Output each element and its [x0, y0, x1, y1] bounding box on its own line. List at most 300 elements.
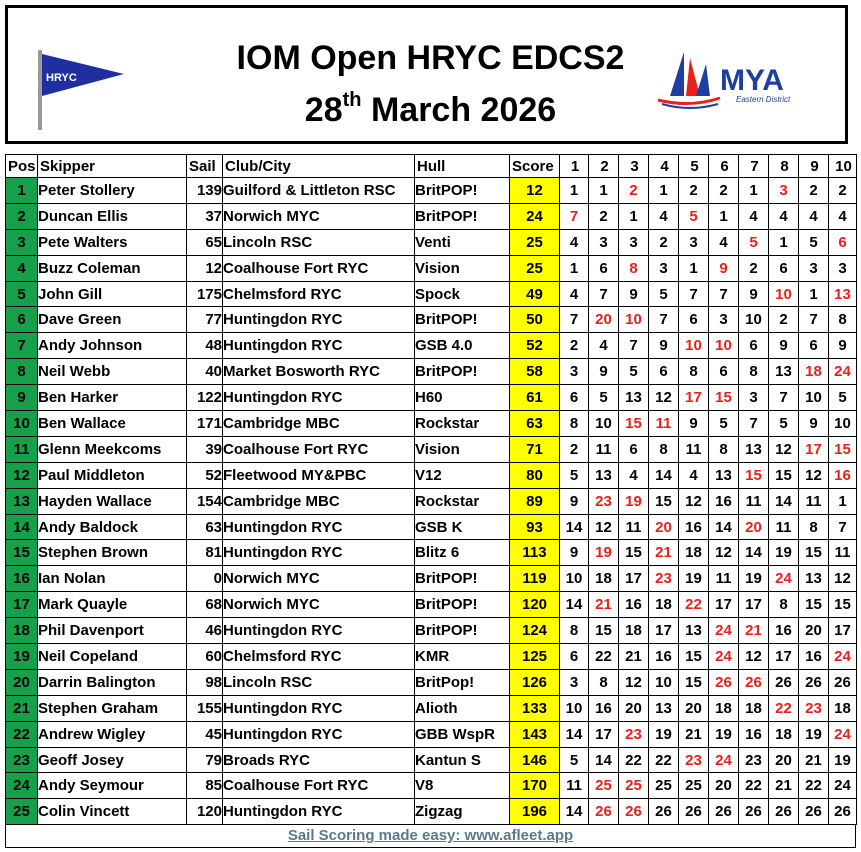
race-result-cell: 18	[709, 695, 739, 721]
race-result-cell: 10	[560, 566, 589, 592]
race-result-cell: 8	[619, 255, 649, 281]
race-result-cell: 10	[799, 385, 829, 411]
score-cell: 58	[510, 359, 560, 385]
race-result-cell: 21	[619, 644, 649, 670]
club-cell: Huntingdon RYC	[223, 721, 415, 747]
race-result-cell: 2	[560, 436, 589, 462]
race-result-cell: 8	[829, 307, 857, 333]
hull-cell: GBB WspR	[415, 721, 510, 747]
hull-cell: KMR	[415, 644, 510, 670]
race-result-cell: 4	[560, 229, 589, 255]
club-cell: Coalhouse Fort RYC	[223, 436, 415, 462]
race-result-cell: 14	[769, 488, 799, 514]
hull-cell: BritPOP!	[415, 203, 510, 229]
score-cell: 125	[510, 644, 560, 670]
pos-cell: 5	[6, 281, 38, 307]
skipper-cell: Hayden Wallace	[38, 488, 187, 514]
score-cell: 24	[510, 203, 560, 229]
hull-cell: BritPOP!	[415, 359, 510, 385]
race-result-cell: 16	[769, 618, 799, 644]
footer	[5, 824, 856, 848]
table-row	[6, 644, 857, 670]
race-result-cell: 9	[679, 411, 709, 437]
svg-text:MYA: MYA	[720, 64, 784, 97]
club-cell: Coalhouse Fort RYC	[223, 255, 415, 281]
table-header-row	[6, 155, 857, 178]
race-result-cell: 2	[619, 178, 649, 204]
race-result-cell: 1	[679, 255, 709, 281]
table-row	[6, 488, 857, 514]
score-cell: 52	[510, 333, 560, 359]
race-result-cell: 22	[649, 747, 679, 773]
race-result-cell: 2	[769, 307, 799, 333]
hull-cell: Venti	[415, 229, 510, 255]
hull-cell: Rockstar	[415, 488, 510, 514]
race-result-cell: 18	[799, 359, 829, 385]
race-result-cell: 6	[769, 255, 799, 281]
table-row	[6, 514, 857, 540]
skipper-cell: Pete Walters	[38, 229, 187, 255]
skipper-cell: Phil Davenport	[38, 618, 187, 644]
club-cell: Norwich MYC	[223, 592, 415, 618]
race-result-cell: 2	[709, 178, 739, 204]
skipper-cell: Stephen Brown	[38, 540, 187, 566]
score-cell: 49	[510, 281, 560, 307]
race-result-cell: 24	[769, 566, 799, 592]
club-cell: Huntingdon RYC	[223, 307, 415, 333]
hull-cell: V8	[415, 773, 510, 799]
race-result-cell: 11	[799, 488, 829, 514]
race-result-cell: 23	[649, 566, 679, 592]
sail-cell: 85	[187, 773, 223, 799]
race-result-cell: 16	[649, 644, 679, 670]
pos-cell: 7	[6, 333, 38, 359]
club-cell: Norwich MYC	[223, 566, 415, 592]
race-result-cell: 19	[649, 721, 679, 747]
sail-cell: 98	[187, 669, 223, 695]
hull-cell: BritPOP!	[415, 178, 510, 204]
race-result-cell: 17	[829, 618, 857, 644]
race-result-cell: 3	[739, 385, 769, 411]
race-result-cell: 20	[739, 514, 769, 540]
race-result-cell: 26	[619, 799, 649, 825]
race-result-cell: 20	[589, 307, 619, 333]
col-race-8: 8	[769, 155, 799, 178]
race-result-cell: 3	[649, 255, 679, 281]
race-result-cell: 2	[829, 178, 857, 204]
race-result-cell: 13	[679, 618, 709, 644]
race-result-cell: 19	[589, 540, 619, 566]
race-result-cell: 18	[679, 540, 709, 566]
race-result-cell: 12	[739, 644, 769, 670]
race-result-cell: 14	[709, 514, 739, 540]
race-result-cell: 11	[679, 436, 709, 462]
race-result-cell: 26	[739, 669, 769, 695]
col-skipper: Skipper	[38, 155, 187, 178]
race-result-cell: 20	[709, 773, 739, 799]
score-cell: 133	[510, 695, 560, 721]
race-result-cell: 11	[739, 488, 769, 514]
race-result-cell: 26	[799, 799, 829, 825]
race-result-cell: 22	[769, 695, 799, 721]
pos-cell: 9	[6, 385, 38, 411]
sail-cell: 171	[187, 411, 223, 437]
pos-cell: 14	[6, 514, 38, 540]
race-result-cell: 19	[769, 540, 799, 566]
pos-cell: 21	[6, 695, 38, 721]
race-result-cell: 12	[679, 488, 709, 514]
race-result-cell: 7	[679, 281, 709, 307]
race-result-cell: 15	[799, 592, 829, 618]
race-result-cell: 4	[589, 333, 619, 359]
race-result-cell: 3	[560, 669, 589, 695]
hull-cell: Vision	[415, 255, 510, 281]
table-row	[6, 307, 857, 333]
race-result-cell: 13	[649, 695, 679, 721]
race-result-cell: 20	[769, 747, 799, 773]
race-result-cell: 1	[560, 255, 589, 281]
race-result-cell: 5	[679, 203, 709, 229]
col-club: Club/City	[223, 155, 415, 178]
score-cell: 124	[510, 618, 560, 644]
pos-cell: 18	[6, 618, 38, 644]
race-result-cell: 4	[619, 462, 649, 488]
table-row	[6, 359, 857, 385]
race-result-cell: 18	[739, 695, 769, 721]
race-result-cell: 1	[829, 488, 857, 514]
race-result-cell: 7	[799, 307, 829, 333]
race-result-cell: 5	[649, 281, 679, 307]
race-result-cell: 3	[589, 229, 619, 255]
race-result-cell: 6	[649, 359, 679, 385]
hull-cell: BritPOP!	[415, 566, 510, 592]
race-result-cell: 12	[619, 669, 649, 695]
race-result-cell: 16	[799, 644, 829, 670]
race-result-cell: 16	[589, 695, 619, 721]
mya-logo-icon	[650, 46, 810, 114]
race-result-cell: 15	[829, 436, 857, 462]
club-cell: Lincoln RSC	[223, 669, 415, 695]
race-result-cell: 24	[829, 644, 857, 670]
col-race-6: 6	[709, 155, 739, 178]
table-row	[6, 229, 857, 255]
score-cell: 93	[510, 514, 560, 540]
race-result-cell: 6	[739, 333, 769, 359]
score-cell: 12	[510, 178, 560, 204]
sail-cell: 155	[187, 695, 223, 721]
race-result-cell: 21	[589, 592, 619, 618]
race-result-cell: 2	[679, 178, 709, 204]
race-result-cell: 17	[739, 592, 769, 618]
race-result-cell: 4	[829, 203, 857, 229]
skipper-cell: Colin Vincett	[38, 799, 187, 825]
sail-cell: 48	[187, 333, 223, 359]
col-hull: Hull	[415, 155, 510, 178]
race-result-cell: 17	[769, 644, 799, 670]
hull-cell: Zigzag	[415, 799, 510, 825]
race-result-cell: 6	[799, 333, 829, 359]
table-row	[6, 178, 857, 204]
pos-cell: 22	[6, 721, 38, 747]
race-result-cell: 14	[560, 592, 589, 618]
race-result-cell: 18	[589, 566, 619, 592]
race-result-cell: 7	[589, 281, 619, 307]
col-race-7: 7	[739, 155, 769, 178]
hull-cell: Kantun S	[415, 747, 510, 773]
sail-cell: 12	[187, 255, 223, 281]
race-result-cell: 13	[709, 462, 739, 488]
race-result-cell: 4	[679, 462, 709, 488]
pos-cell: 25	[6, 799, 38, 825]
skipper-cell: Ben Harker	[38, 385, 187, 411]
table-row	[6, 618, 857, 644]
club-cell: Huntingdon RYC	[223, 514, 415, 540]
col-race-5: 5	[679, 155, 709, 178]
skipper-cell: Ian Nolan	[38, 566, 187, 592]
race-result-cell: 5	[799, 229, 829, 255]
col-race-3: 3	[619, 155, 649, 178]
race-result-cell: 1	[619, 203, 649, 229]
hull-cell: GSB K	[415, 514, 510, 540]
score-cell: 71	[510, 436, 560, 462]
skipper-cell: Darrin Balington	[38, 669, 187, 695]
skipper-cell: Stephen Graham	[38, 695, 187, 721]
table-row	[6, 540, 857, 566]
race-result-cell: 19	[619, 488, 649, 514]
race-result-cell: 26	[829, 669, 857, 695]
sail-cell: 79	[187, 747, 223, 773]
race-result-cell: 8	[560, 618, 589, 644]
pos-cell: 12	[6, 462, 38, 488]
race-result-cell: 19	[679, 566, 709, 592]
score-cell: 80	[510, 462, 560, 488]
race-result-cell: 10	[560, 695, 589, 721]
table-row	[6, 669, 857, 695]
pos-cell: 10	[6, 411, 38, 437]
race-result-cell: 16	[709, 488, 739, 514]
race-result-cell: 14	[560, 799, 589, 825]
race-result-cell: 8	[649, 436, 679, 462]
race-result-cell: 5	[619, 359, 649, 385]
race-result-cell: 22	[799, 773, 829, 799]
skipper-cell: Geoff Josey	[38, 747, 187, 773]
hull-cell: Alioth	[415, 695, 510, 721]
race-result-cell: 7	[619, 333, 649, 359]
sail-cell: 46	[187, 618, 223, 644]
race-result-cell: 8	[589, 669, 619, 695]
race-result-cell: 17	[589, 721, 619, 747]
race-result-cell: 7	[769, 385, 799, 411]
race-result-cell: 20	[799, 618, 829, 644]
race-result-cell: 26	[589, 799, 619, 825]
skipper-cell: John Gill	[38, 281, 187, 307]
hull-cell: GSB 4.0	[415, 333, 510, 359]
table-row	[6, 385, 857, 411]
event-date: 28th March 2026	[304, 88, 557, 129]
skipper-cell: Andy Johnson	[38, 333, 187, 359]
club-cell: Huntingdon RYC	[223, 385, 415, 411]
pos-cell: 15	[6, 540, 38, 566]
race-result-cell: 2	[739, 255, 769, 281]
club-cell: Huntingdon RYC	[223, 695, 415, 721]
race-result-cell: 7	[709, 281, 739, 307]
hull-cell: BritPop!	[415, 669, 510, 695]
afleet-link[interactable]: Sail Scoring made easy: www.afleet.app	[287, 827, 574, 844]
race-result-cell: 15	[649, 488, 679, 514]
sail-cell: 65	[187, 229, 223, 255]
hull-cell: V12	[415, 462, 510, 488]
race-result-cell: 24	[709, 747, 739, 773]
race-result-cell: 11	[560, 773, 589, 799]
race-result-cell: 3	[829, 255, 857, 281]
col-race-9: 9	[799, 155, 829, 178]
club-cell: Cambridge MBC	[223, 488, 415, 514]
skipper-cell: Neil Webb	[38, 359, 187, 385]
race-result-cell: 3	[799, 255, 829, 281]
score-cell: 196	[510, 799, 560, 825]
race-result-cell: 1	[769, 229, 799, 255]
hull-cell: Rockstar	[415, 411, 510, 437]
race-result-cell: 26	[679, 799, 709, 825]
header-box	[5, 5, 848, 144]
race-result-cell: 23	[739, 747, 769, 773]
race-result-cell: 22	[589, 644, 619, 670]
race-result-cell: 5	[739, 229, 769, 255]
svg-text:HRYC: HRYC	[46, 72, 77, 84]
sail-cell: 154	[187, 488, 223, 514]
race-result-cell: 15	[799, 540, 829, 566]
sail-cell: 37	[187, 203, 223, 229]
sail-cell: 39	[187, 436, 223, 462]
race-result-cell: 8	[709, 436, 739, 462]
sail-cell: 120	[187, 799, 223, 825]
race-result-cell: 9	[709, 255, 739, 281]
skipper-cell: Glenn Meekcoms	[38, 436, 187, 462]
pos-cell: 3	[6, 229, 38, 255]
sail-cell: 0	[187, 566, 223, 592]
race-result-cell: 7	[649, 307, 679, 333]
score-cell: 25	[510, 255, 560, 281]
race-result-cell: 8	[799, 514, 829, 540]
score-cell: 126	[510, 669, 560, 695]
race-result-cell: 18	[829, 695, 857, 721]
race-result-cell: 19	[709, 721, 739, 747]
race-result-cell: 15	[619, 411, 649, 437]
table-row	[6, 436, 857, 462]
race-result-cell: 24	[829, 721, 857, 747]
race-result-cell: 1	[799, 281, 829, 307]
race-result-cell: 6	[560, 385, 589, 411]
table-row	[6, 255, 857, 281]
race-result-cell: 5	[769, 411, 799, 437]
race-result-cell: 13	[739, 436, 769, 462]
hull-cell: BritPOP!	[415, 618, 510, 644]
race-result-cell: 12	[829, 566, 857, 592]
race-result-cell: 15	[589, 618, 619, 644]
race-result-cell: 8	[560, 411, 589, 437]
race-result-cell: 10	[679, 333, 709, 359]
race-result-cell: 1	[709, 203, 739, 229]
col-score: Score	[510, 155, 560, 178]
skipper-cell: Andrew Wigley	[38, 721, 187, 747]
race-result-cell: 26	[829, 799, 857, 825]
table-row	[6, 566, 857, 592]
hull-cell: H60	[415, 385, 510, 411]
score-cell: 143	[510, 721, 560, 747]
race-result-cell: 11	[589, 436, 619, 462]
sail-cell: 45	[187, 721, 223, 747]
club-cell: Chelmsford RYC	[223, 281, 415, 307]
col-sail: Sail	[187, 155, 223, 178]
race-result-cell: 12	[709, 540, 739, 566]
race-result-cell: 1	[649, 178, 679, 204]
table-row	[6, 333, 857, 359]
hryc-flag-icon	[32, 46, 132, 132]
table-row	[6, 773, 857, 799]
skipper-cell: Neil Copeland	[38, 644, 187, 670]
race-result-cell: 21	[799, 747, 829, 773]
club-cell: Lincoln RSC	[223, 229, 415, 255]
race-result-cell: 17	[679, 385, 709, 411]
race-result-cell: 9	[739, 281, 769, 307]
svg-text:Eastern District: Eastern District	[736, 95, 791, 104]
race-result-cell: 16	[739, 721, 769, 747]
score-cell: 146	[510, 747, 560, 773]
club-cell: Coalhouse Fort RYC	[223, 773, 415, 799]
race-result-cell: 7	[560, 203, 589, 229]
pos-cell: 24	[6, 773, 38, 799]
pos-cell: 4	[6, 255, 38, 281]
skipper-cell: Buzz Coleman	[38, 255, 187, 281]
sail-cell: 68	[187, 592, 223, 618]
race-result-cell: 15	[709, 385, 739, 411]
club-cell: Huntingdon RYC	[223, 799, 415, 825]
pos-cell: 20	[6, 669, 38, 695]
race-result-cell: 5	[560, 462, 589, 488]
score-cell: 170	[510, 773, 560, 799]
skipper-cell: Peter Stollery	[38, 178, 187, 204]
pos-cell: 11	[6, 436, 38, 462]
race-result-cell: 8	[679, 359, 709, 385]
race-result-cell: 8	[739, 359, 769, 385]
race-result-cell: 4	[799, 203, 829, 229]
sail-cell: 139	[187, 178, 223, 204]
pos-cell: 8	[6, 359, 38, 385]
club-cell: Broads RYC	[223, 747, 415, 773]
club-cell: Huntingdon RYC	[223, 333, 415, 359]
race-result-cell: 21	[679, 721, 709, 747]
race-result-cell: 11	[769, 514, 799, 540]
table-row	[6, 747, 857, 773]
race-result-cell: 21	[739, 618, 769, 644]
race-result-cell: 2	[649, 229, 679, 255]
race-result-cell: 4	[739, 203, 769, 229]
race-result-cell: 7	[560, 307, 589, 333]
race-result-cell: 10	[769, 281, 799, 307]
score-cell: 89	[510, 488, 560, 514]
sail-cell: 60	[187, 644, 223, 670]
sail-cell: 81	[187, 540, 223, 566]
race-result-cell: 6	[589, 255, 619, 281]
race-result-cell: 18	[619, 618, 649, 644]
race-result-cell: 10	[589, 411, 619, 437]
race-result-cell: 25	[589, 773, 619, 799]
race-result-cell: 8	[769, 592, 799, 618]
race-result-cell: 18	[769, 721, 799, 747]
sail-cell: 52	[187, 462, 223, 488]
sail-cell: 175	[187, 281, 223, 307]
score-cell: 120	[510, 592, 560, 618]
